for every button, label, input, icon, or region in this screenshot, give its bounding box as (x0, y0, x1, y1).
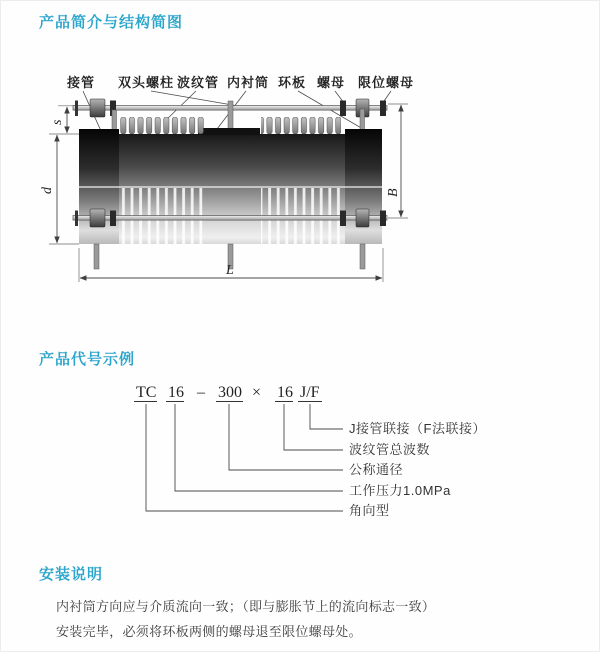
bellows-convolutions-right (261, 117, 341, 134)
section-title-install: 安装说明 (39, 566, 104, 583)
code-segment-type: TC (136, 384, 157, 401)
callout-working-pressure: 工作压力1.0MPa (349, 483, 451, 498)
code-segment-connection: J/F (300, 384, 320, 401)
part-label-limit-nut: 限位螺母 (358, 75, 415, 90)
dimension-s (50, 106, 75, 133)
dim-label-d: d (40, 187, 55, 194)
part-label-bellows: 波纹管 (177, 75, 220, 90)
bellows-body (79, 117, 382, 244)
callout-angular-type: 角向型 (349, 503, 390, 518)
install-instruction-line-1: 内衬筒方向应与介质流向一致；（即与膨胀节上的流向标志一致） (56, 599, 436, 614)
dimension-d (40, 134, 79, 244)
part-label-nut: 螺母 (317, 75, 346, 90)
part-label-stud: 双头螺柱 (118, 75, 175, 90)
dim-label-B: B (386, 188, 401, 197)
structure-diagram (31, 63, 481, 309)
code-segment-waves: 16 (277, 384, 293, 401)
code-segment-pressure: 16 (168, 384, 184, 401)
product-code-figure (121, 373, 596, 525)
bellows-convolutions-left (119, 117, 205, 134)
dim-label-s: s (50, 119, 65, 125)
code-segment-dash: – (197, 384, 205, 401)
callout-nominal-diameter: 公称通径 (349, 462, 404, 477)
callout-wave-count: 波纹管总波数 (349, 442, 431, 457)
part-label-connecting-pipe: 接管 (67, 75, 96, 90)
dim-label-L: L (226, 263, 234, 278)
code-connector-lines (146, 404, 343, 511)
code-segment-times: × (252, 384, 262, 401)
section-title-code: 产品代号示例 (39, 351, 136, 368)
part-label-ring-plate: 环板 (278, 75, 307, 90)
code-segment-diameter: 300 (218, 384, 242, 401)
callout-connection: J接管联接（F法联接） (349, 421, 486, 436)
section-title-intro: 产品简介与结构简图 (39, 14, 184, 31)
part-label-inner-sleeve: 内衬筒 (227, 75, 270, 90)
install-instruction-line-2: 安装完毕，必须将环板两侧的螺母退至限位螺母处。 (56, 624, 362, 639)
dimension-B (386, 104, 408, 218)
